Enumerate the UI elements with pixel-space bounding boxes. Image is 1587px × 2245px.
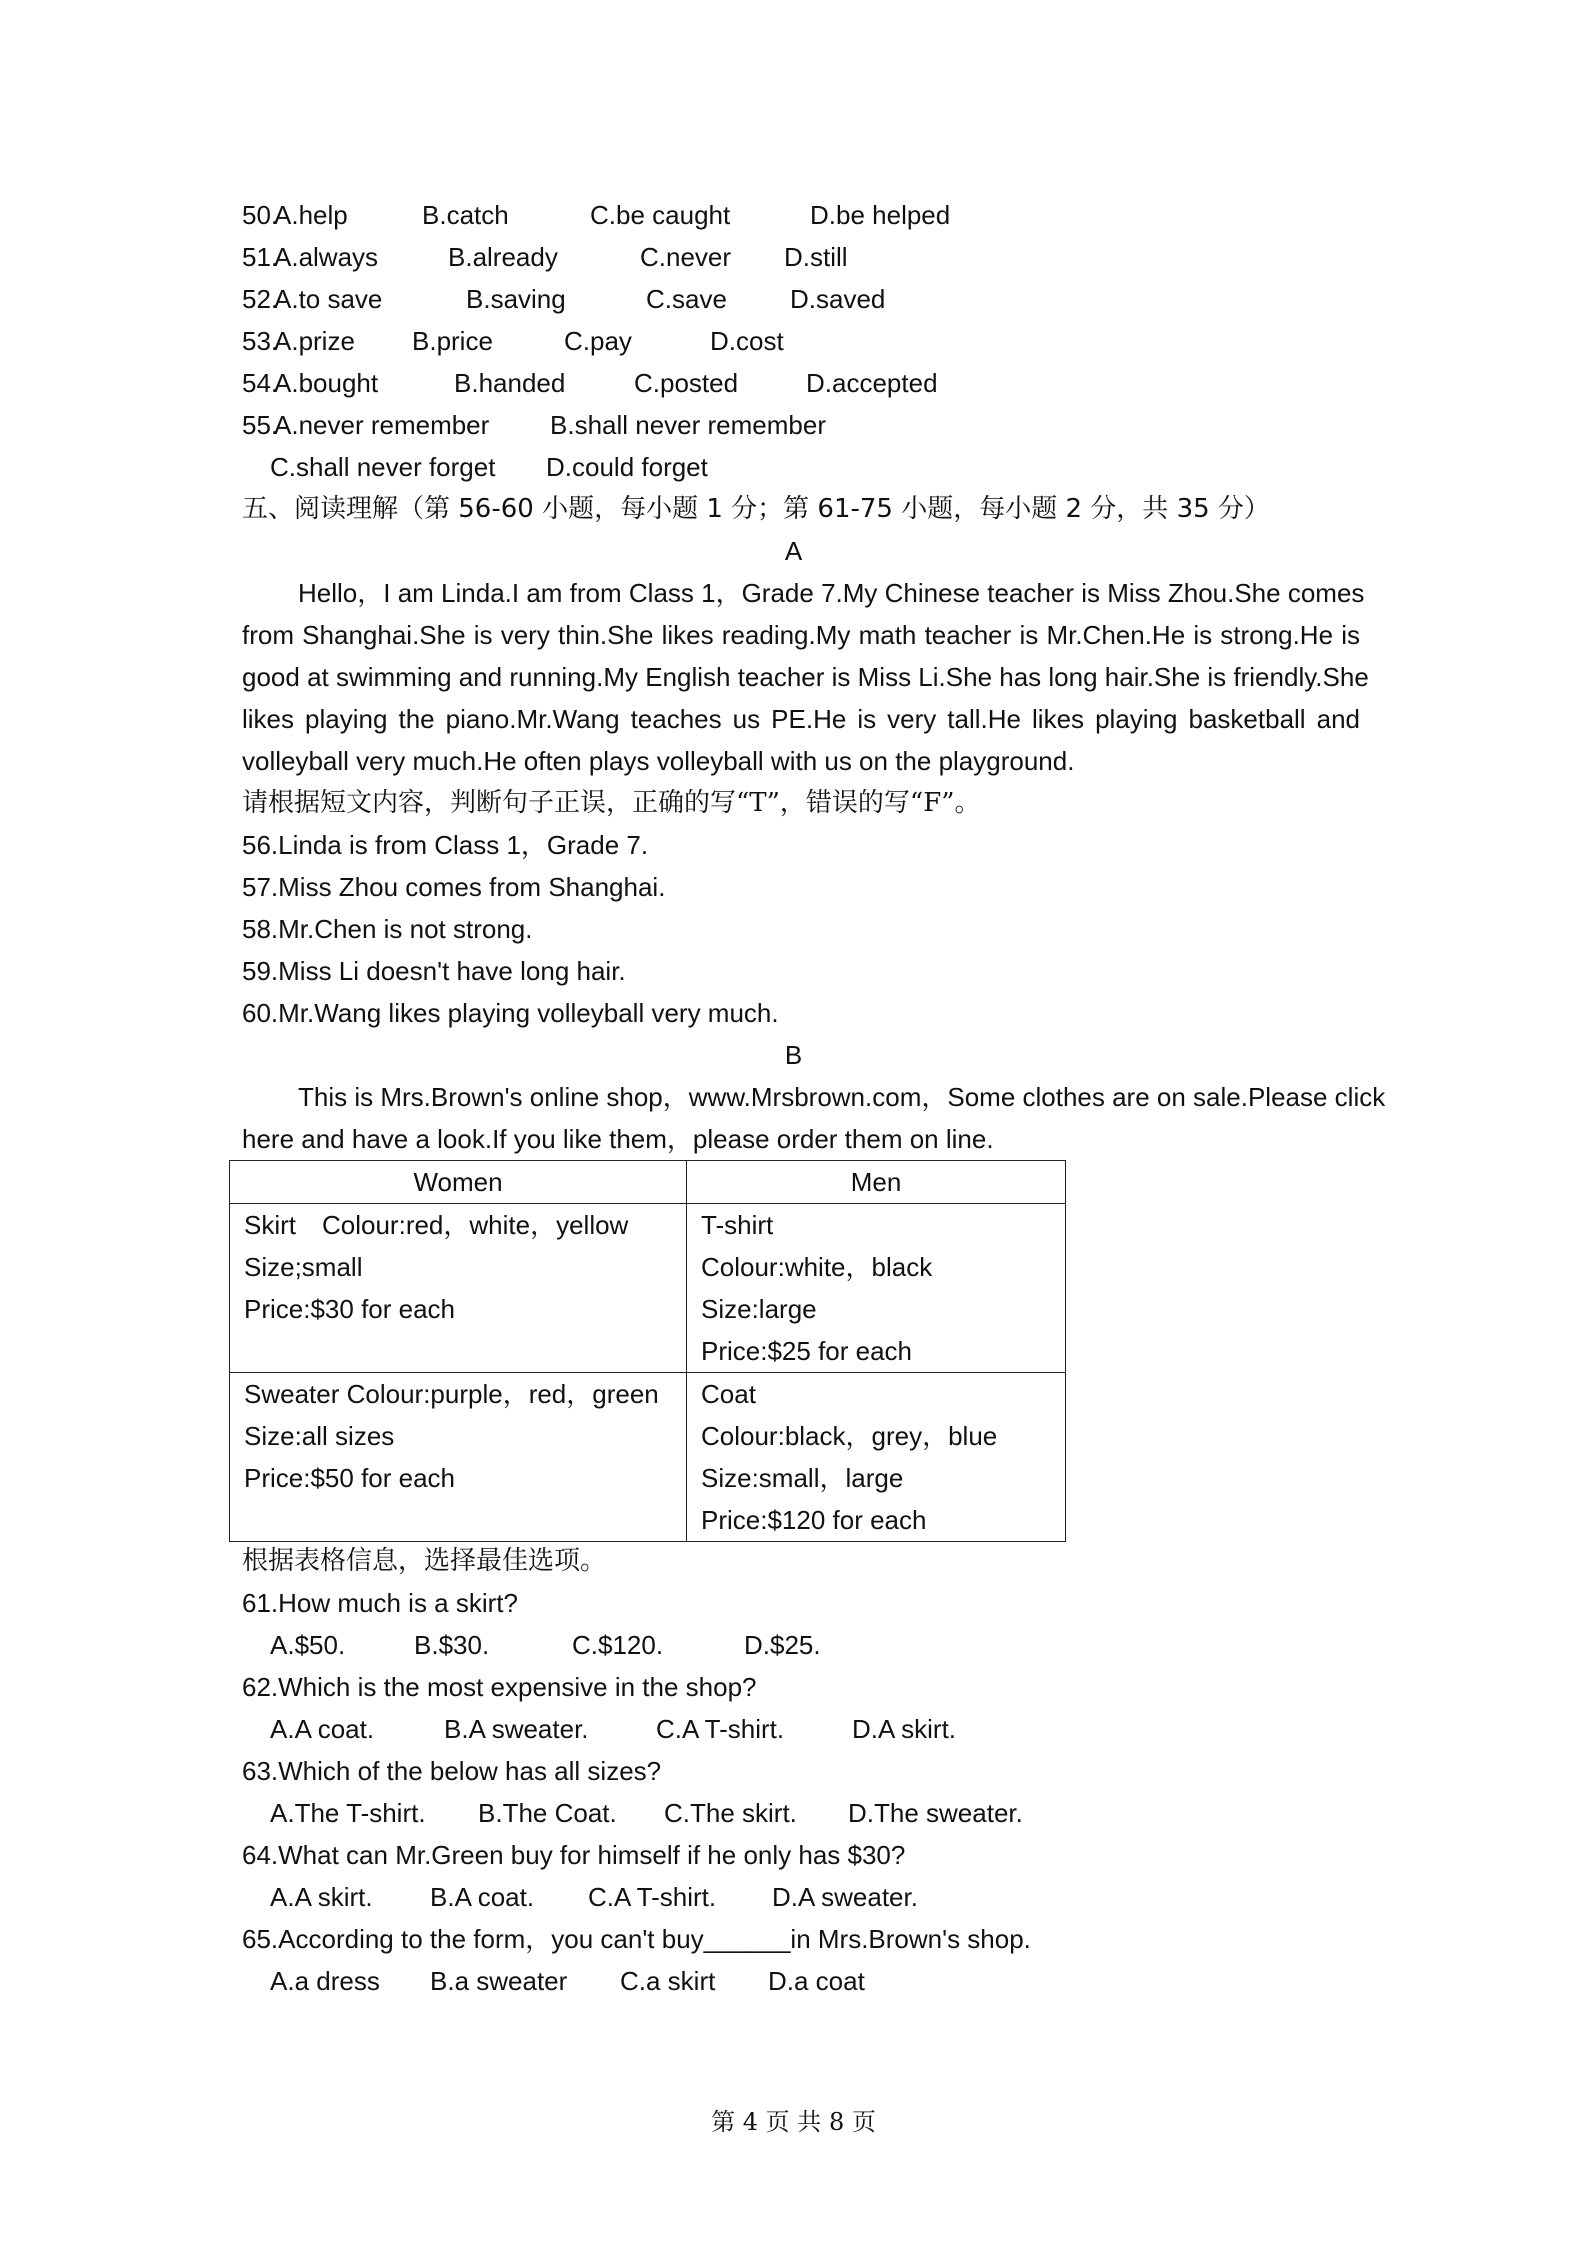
mc-option: A.A skirt. [270,1882,373,1912]
table-row [230,1373,1066,1542]
vocab-option: D.could forget [546,452,708,482]
cell-line: Size;small [244,1252,363,1282]
tf-question: 59.Miss Li doesn't have long hair. [242,956,626,986]
vocab-option: D.still [784,242,848,272]
mc-option: B.A sweater. [444,1714,589,1744]
tf-question: 58.Mr.Chen is not strong. [242,914,533,944]
mc-option: B.a sweater [430,1966,568,1996]
cell-line: Skirt Colour:red，white，yellow [244,1210,629,1240]
cell-line: Price:$25 for each [701,1336,913,1366]
page-footer: 第 4 页 共 8 页 [711,2108,876,2136]
table-cell-sweater [230,1373,687,1542]
vocab-option: A.to save [274,284,383,314]
mc-option: A.The T-shirt. [270,1798,426,1828]
table-cell-tshirt [687,1204,1066,1373]
passage-line: here and have a look.If you like them，please order them on line. [242,1124,994,1154]
table-header-women: Women [230,1161,687,1204]
vocab-option: D.saved [790,284,886,314]
vocab-option: C.shall never forget [270,452,496,482]
vocab-number: 50. [242,200,279,230]
mc-option: D.The sweater. [848,1798,1023,1828]
vocab-option: B.handed [454,368,566,398]
shop-table [229,1160,1066,1542]
passage-line: from Shanghai.She is very thin.She likes reading.My math teacher is Mr.Chen.He is strong.He is [242,620,1360,650]
vocab-option: B.catch [422,200,509,230]
table-row [230,1204,1066,1373]
mc-option: D.A skirt. [852,1714,957,1744]
cell-line: Colour:white，black [701,1252,933,1282]
vocab-option: A.prize [274,326,355,356]
vocab-option: D.be helped [810,200,951,230]
vocab-number: 54. [242,368,279,398]
table-header-men: Men [687,1161,1066,1204]
section-heading: 五、阅读理解（第 56-60 小题，每小题 1 分；第 61-75 小题，每小题 2 分，共 35 分） [242,494,1270,524]
cell-line: Sweater Colour:purple，red，green [244,1379,659,1409]
mc-option: B.The Coat. [478,1798,617,1828]
vocab-option: D.cost [710,326,784,356]
passage-b-text [242,1076,1386,1160]
vocab-option: A.bought [274,368,379,398]
vocab-option: C.pay [564,326,632,356]
passage-a-instruction: 请根据短文内容，判断句子正误，正确的写“T”，错误的写“F”。 [242,788,981,818]
vocab-number: 55. [242,410,279,440]
cell-line: Price:$50 for each [244,1463,456,1493]
passage-line: likes playing the piano.Mr.Wang teaches us PE.He is very tall.He likes playing basketball and [242,704,1360,734]
cell-line: Size:small，large [701,1463,904,1493]
cell-line: Size:large [701,1294,817,1324]
mc-option: A.A coat. [270,1714,375,1744]
vocab-option: A.always [274,242,379,272]
vocab-option: A.help [274,200,348,230]
mc-option: C.The skirt. [664,1798,797,1828]
mc-option: B.$30. [414,1630,490,1660]
table-header-row [230,1161,1066,1204]
table-cell-coat [687,1373,1066,1542]
vocab-option: A.never remember [274,410,490,440]
mc-question-stem: 65.According to the form，you can't buy______in Mrs.Brown's shop. [242,1924,1031,1954]
mc-question-stem: 62.Which is the most expensive in the shop? [242,1672,757,1702]
table-cell-skirt [230,1204,687,1373]
vocab-option: C.be caught [590,200,731,230]
vocab-option: D.accepted [806,368,938,398]
cell-line: Colour:black，grey，blue [701,1421,998,1451]
passage-a-text [242,572,1369,782]
cell-line: Coat [701,1379,756,1409]
mc-question-stem: 63.Which of the below has all sizes? [242,1756,662,1786]
passage-line: volleyball very much.He often plays volleyball with us on the playground. [242,746,1075,776]
vocab-option: B.saving [466,284,566,314]
mc-option: C.$120. [572,1630,664,1660]
mc-option: C.A T-shirt. [656,1714,785,1744]
passage-a-label: A [784,536,803,566]
mc-option: B.A coat. [430,1882,535,1912]
tf-question: 60.Mr.Wang likes playing volleyball very much. [242,998,779,1028]
mc-question-stem: 61.How much is a skirt? [242,1588,518,1618]
passage-b-instruction: 根据表格信息，选择最佳选项。 [242,1546,607,1576]
tf-question: 57.Miss Zhou comes from Shanghai. [242,872,666,902]
vocab-option: B.already [448,242,558,272]
vocab-number: 53. [242,326,279,356]
passage-line: good at swimming and running.My English teacher is Miss Li.She has long hair.She is friendly.She [242,662,1369,692]
vocab-option: C.never [640,242,732,272]
tf-question: 56.Linda is from Class 1，Grade 7. [242,830,649,860]
vocab-option: C.save [646,284,727,314]
mc-option: C.a skirt [620,1966,716,1996]
passage-line: Hello，I am Linda.I am from Class 1，Grade 7.My Chinese teacher is Miss Zhou.She comes [298,578,1365,608]
mc-option: C.A T-shirt. [588,1882,717,1912]
passage-line: This is Mrs.Brown's online shop，www.Mrsbrown.com，Some clothes are on sale.Please click [298,1082,1386,1112]
mc-option: A.a dress [270,1966,380,1996]
vocab-number: 51. [242,242,279,272]
mc-option: D.$25. [744,1630,821,1660]
mc-option: D.a coat [768,1966,865,1996]
passage-b-label: B [784,1040,803,1070]
vocab-option: B.price [412,326,493,356]
vocab-number: 52. [242,284,279,314]
mc-option: D.A sweater. [772,1882,918,1912]
cell-line: T-shirt [701,1210,774,1240]
cell-line: Size:all sizes [244,1421,395,1451]
cell-line: Price:$120 for each [701,1505,927,1535]
vocab-option: B.shall never remember [550,410,826,440]
vocab-option: C.posted [634,368,739,398]
mc-question-stem: 64.What can Mr.Green buy for himself if he only has $30? [242,1840,906,1870]
mc-option: A.$50. [270,1630,346,1660]
cell-line: Price:$30 for each [244,1294,456,1324]
